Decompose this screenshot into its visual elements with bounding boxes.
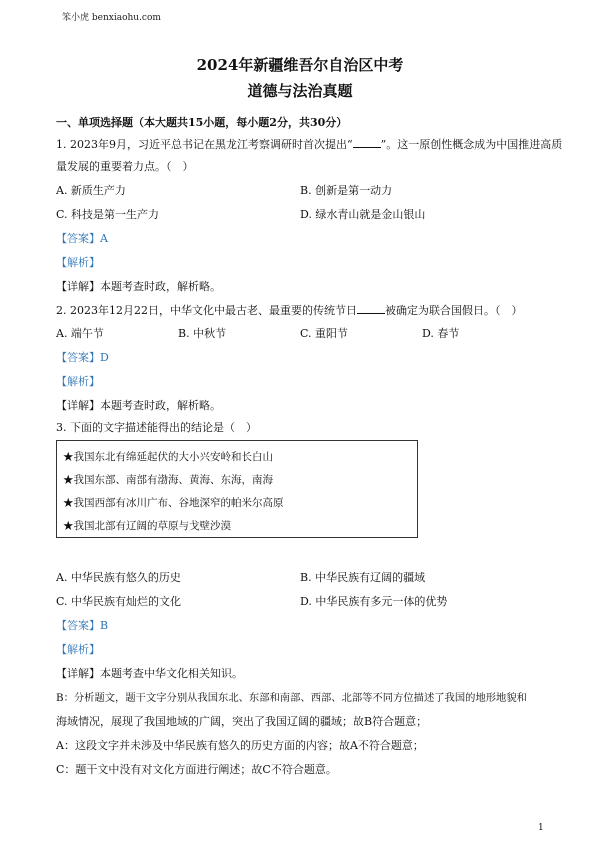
q3-detail: 【详解】本题考查中华文化相关知识。 <box>56 667 243 680</box>
q1-stem-part1: 1. 2023年9月，习近平总书记在黑龙江考察调研时首次提出“ <box>56 138 353 151</box>
q2-stem <box>56 303 522 318</box>
q3-material-line: ★我国东部、南部有渤海、黄海、东海，南海 <box>63 474 273 486</box>
q3-material-line: ★我国北部有辽阔的草原与戈壁沙漠 <box>63 520 231 532</box>
q1-stem-part2: ”。这一原创性概念成为中国推进高质 <box>380 138 563 151</box>
q3-explain-line: B：分析题文，题干文字分别从我国东北、东部和南部、西部、北部等不同方位描述了我国的地形地貌和 <box>56 692 527 704</box>
q3-option-a: A. 中华民族有悠久的历史 <box>56 571 181 584</box>
q1-stem-line2: 量发展的重要着力点。（ ） <box>56 160 194 173</box>
q3-material-line: ★我国西部有冰川广布、谷地深窄的帕米尔高原 <box>63 497 284 509</box>
page-number: 1 <box>538 823 544 833</box>
q1-analysis: 【解析】 <box>56 256 100 269</box>
q2-option-d: D. 春节 <box>422 327 460 340</box>
q1-option-b: B. 创新是第一动力 <box>300 184 393 197</box>
q2-analysis: 【解析】 <box>56 375 100 388</box>
q1-blank <box>353 137 381 148</box>
q2-option-c: C. 重阳节 <box>300 327 349 340</box>
q2-answer: 【答案】D <box>56 351 109 364</box>
q3-material-line: ★我国东北有绵延起伏的大小兴安岭和长白山 <box>63 451 273 463</box>
q3-option-c: C. 中华民族有灿烂的文化 <box>56 595 182 608</box>
q1-detail: 【详解】本题考查时政，解析略。 <box>56 280 221 293</box>
q2-blank <box>357 303 385 314</box>
section-heading: 一、单项选择题（本大题共15小题，每小题2分，共30分） <box>56 116 348 129</box>
q2-stem-part2: 被确定为联合国假日。（ ） <box>384 304 523 317</box>
q3-answer: 【答案】B <box>56 619 109 632</box>
q3-explain-line: 海域情况，展现了我国地域的广阔，突出了我国辽阔的疆域；故B符合题意； <box>56 715 428 728</box>
exam-title: 2024年新疆维吾尔自治区中考 <box>196 56 404 74</box>
q1-option-c: C. 科技是第一生产力 <box>56 208 160 221</box>
q3-option-d: D. 中华民族有多元一体的优势 <box>300 595 448 608</box>
exam-subtitle: 道德与法治真题 <box>247 82 353 100</box>
q3-material-box <box>56 440 418 538</box>
q3-explain-line: C：题干文中没有对文化方面进行阐述；故C不符合题意。 <box>56 763 337 776</box>
q3-stem: 3. 下面的文字描述能得出的结论是（ ） <box>56 421 257 434</box>
q3-explain-line: A：这段文字并未涉及中华民族有悠久的历史方面的内容；故A不符合题意； <box>56 739 424 752</box>
q3-analysis: 【解析】 <box>56 643 100 656</box>
q2-option-a: A. 端午节 <box>56 327 104 340</box>
header-watermark: 笨小虎 benxiaohu.com <box>62 13 161 23</box>
q1-option-a: A. 新质生产力 <box>56 184 126 197</box>
q3-option-b: B. 中华民族有辽阔的疆域 <box>300 571 426 584</box>
q2-stem-part1: 2. 2023年12月22日，中华文化中最古老、最重要的传统节日 <box>56 304 357 317</box>
q1-option-d: D. 绿水青山就是金山银山 <box>300 208 426 221</box>
q1-answer: 【答案】A <box>56 232 108 245</box>
q2-detail: 【详解】本题考查时政，解析略。 <box>56 399 221 412</box>
q1-stem-line1 <box>56 137 562 152</box>
q2-option-b: B. 中秋节 <box>178 327 227 340</box>
